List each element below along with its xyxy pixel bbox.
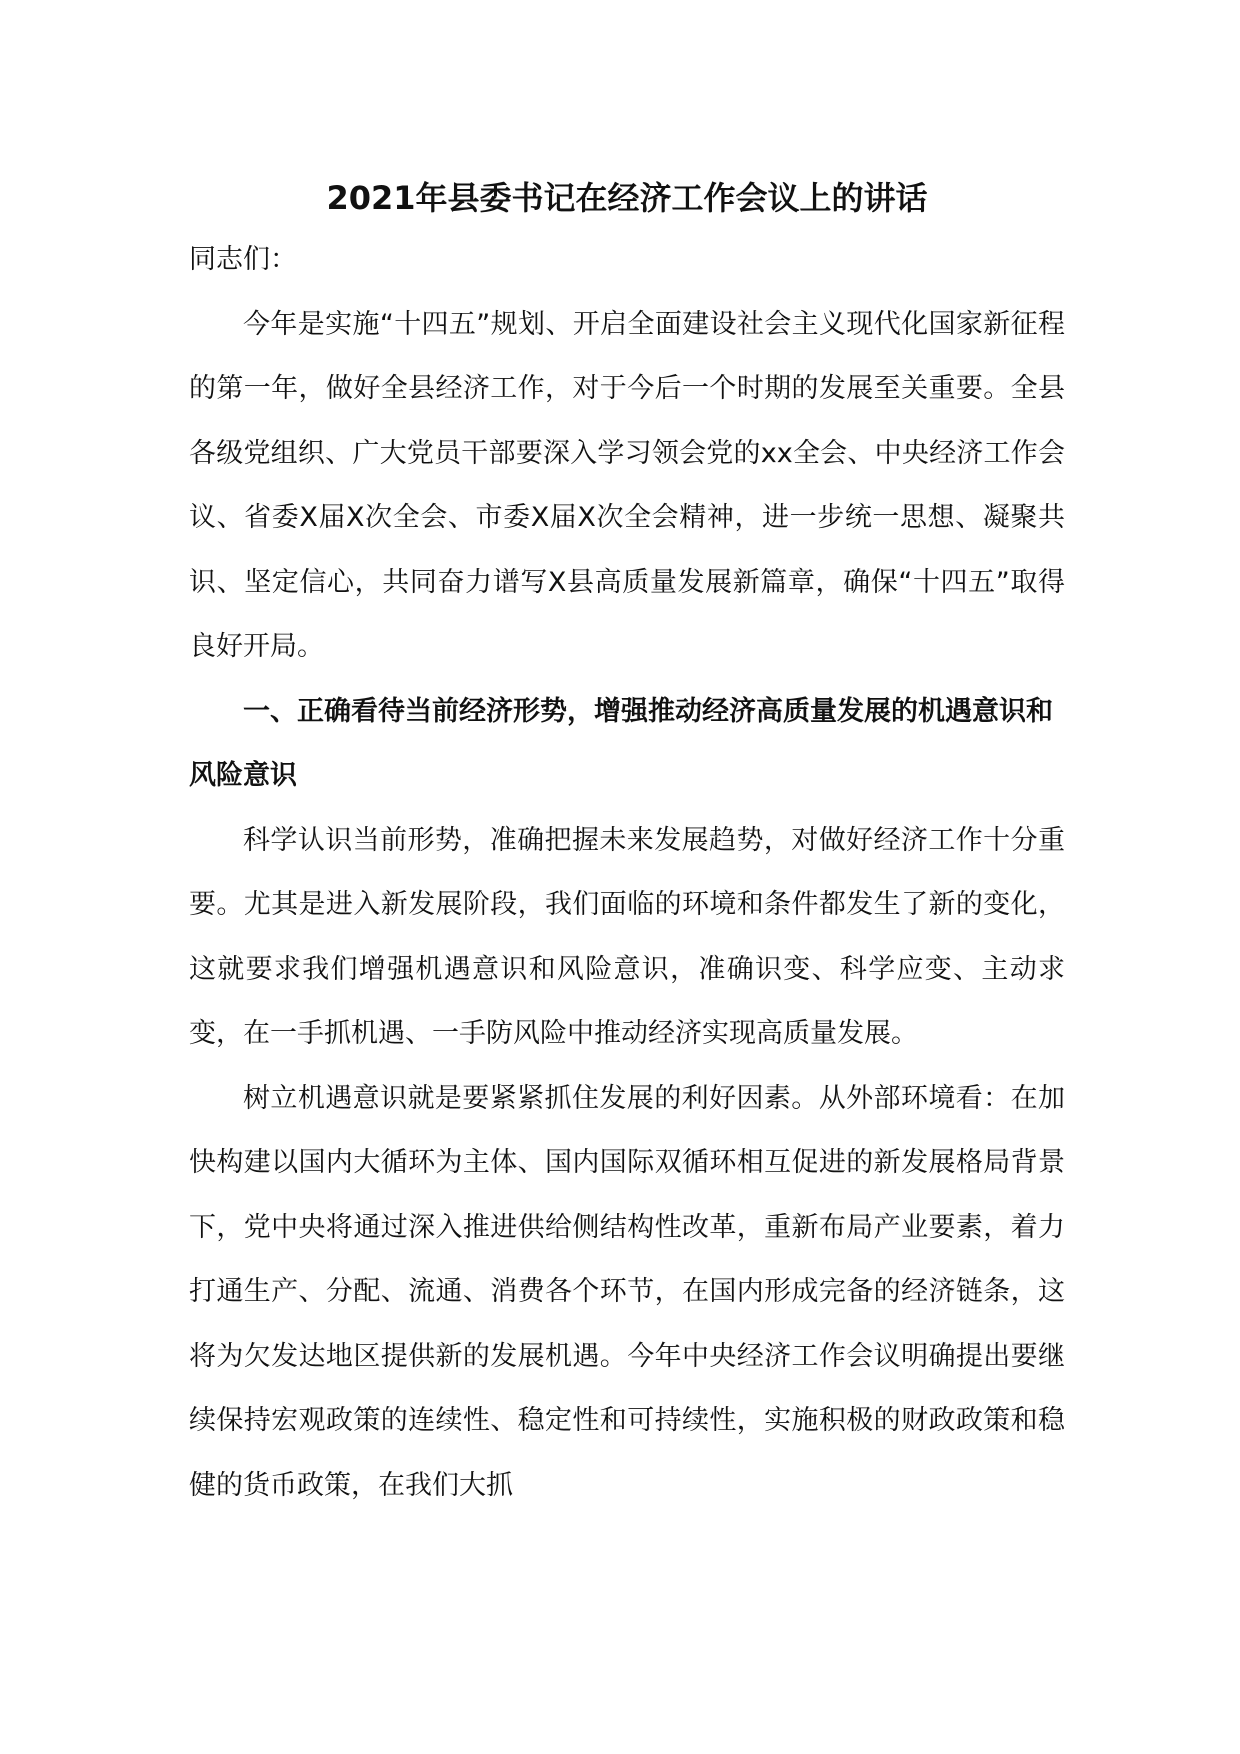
section-paragraph: 树立机遇意识就是要紧紧抓住发展的利好因素。从外部环境看：在加快构建以国内大循环为主体、国内国际双循环相互促进的新发展格局背景下，党中央将通过深入推进供给侧结构性改革，重新布局产业要素，着力打通生产、分配、流通、消费各个环节，在国内形成完备的经济链条，这将为欠发达地区提供新的发展机遇。今年中央经济工作会议明确提出要继续保持宏观政策的连续性、稳定性和可持续性，实施积极的财政政策和稳健的货币政策，在我们大抓 — [189, 1082, 1065, 1501]
section-paragraph: 科学认识当前形势，准确把握未来发展趋势，对做好经济工作十分重要。尤其是进入新发展阶段，我们面临的环境和条件都发生了新的变化，这就要求我们增强机遇意识和风险意识，准确识变、科学应变、主动求变，在一手抓机遇、一手防风险中推动经济实现高质量发展。 — [189, 824, 1065, 1049]
intro-paragraph: 今年是实施“十四五”规划、开启全面建设社会主义现代化国家新征程的第一年，做好全县经济工作，对于今后一个时期的发展至关重要。全县各级党组织、广大党员干部要深入学习领会党的xx全会、中央经济工作会议、省委X届X次全会、市委X届X次全会精神，进一步统一思想、凝聚共识、坚定信心，共同奋力谱写X县高质量发展新篇章，确保“十四五”取得良好开局。 — [189, 308, 1065, 662]
section-heading: 一、正确看待当前经济形势，增强推动经济高质量发展的机遇意识和风险意识 — [189, 695, 1053, 791]
salutation: 同志们： — [189, 244, 297, 275]
document-title: 2021年县委书记在经济工作会议上的讲话 — [326, 179, 928, 217]
document-body — [189, 168, 1065, 1518]
